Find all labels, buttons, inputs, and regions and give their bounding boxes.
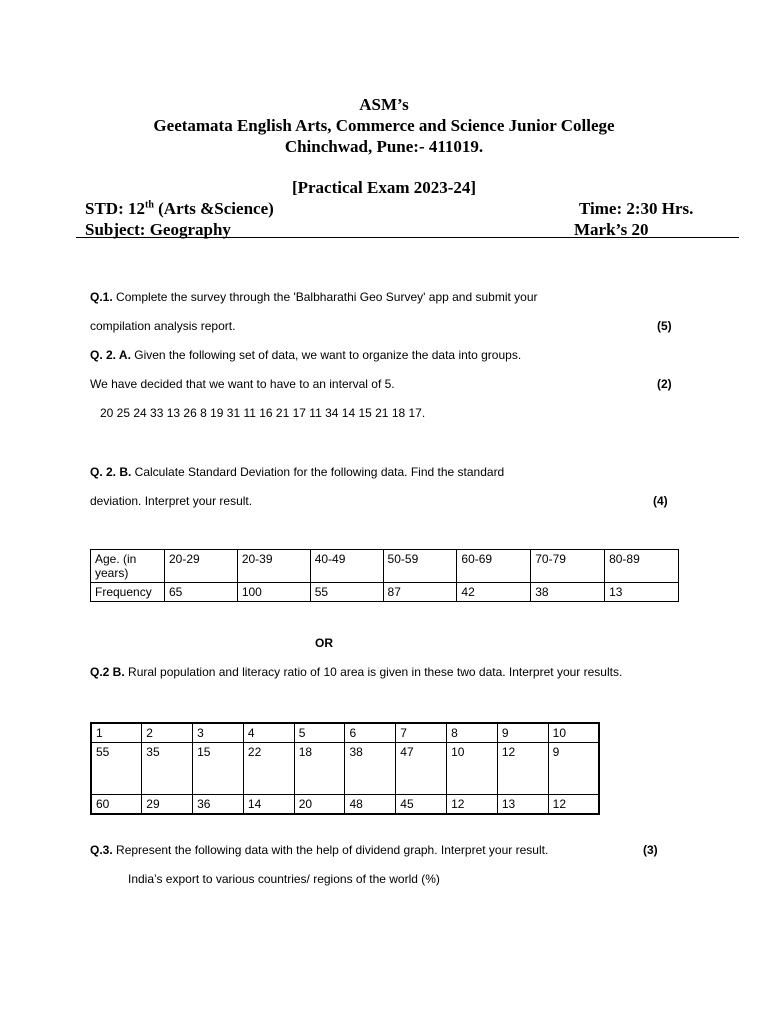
- q1-line1: [90, 290, 538, 304]
- total-marks: Mark’s 20: [574, 220, 649, 239]
- rural-literacy-table: [90, 722, 600, 815]
- q2a-line2: We have decided that we want to have to an interval of 5.: [90, 377, 395, 391]
- table-row: [91, 723, 599, 743]
- table-cell: 10: [548, 723, 599, 743]
- table-cell: 36: [193, 795, 244, 815]
- table-cell: 42: [457, 583, 531, 602]
- std-suffix: (Arts &Science): [153, 199, 274, 218]
- q1-line2: compilation analysis report.: [90, 319, 236, 333]
- table-cell: 60: [91, 795, 142, 815]
- college-name: Geetamata English Arts, Commerce and Science Junior College: [153, 116, 615, 135]
- std-superscript: th: [144, 199, 154, 211]
- table-cell: 18: [294, 743, 345, 795]
- q1-text1: Complete the survey through the 'Balbharathi Geo Survey' app and submit your: [112, 290, 538, 304]
- q2b-marks: (4): [653, 494, 668, 508]
- exam-title: [Practical Exam 2023-24]: [291, 178, 477, 197]
- table-cell: 55: [310, 583, 383, 602]
- q2b-line2: deviation. Interpret your result.: [90, 494, 253, 508]
- table-cell: 70-79: [531, 550, 605, 583]
- table-cell: 5: [294, 723, 345, 743]
- table-row: [91, 743, 599, 795]
- table-cell: 100: [237, 583, 310, 602]
- table-cell: 65: [164, 583, 237, 602]
- asms-heading: ASM’s: [359, 95, 409, 114]
- q3-line2: India’s export to various countries/ regions of the world (%): [128, 872, 440, 886]
- q2b-alt-text: Rural population and literacy ratio of 10 area is given in these two data. Interpret your results.: [124, 665, 623, 679]
- table-cell: 60-69: [457, 550, 531, 583]
- table-cell: 35: [142, 743, 193, 795]
- table-cell: 38: [345, 743, 396, 795]
- exam-time: Time: 2:30 Hrs.: [579, 199, 694, 218]
- q1-label: Q.1.: [90, 290, 113, 304]
- table-cell: 12: [497, 743, 548, 795]
- table-cell: 38: [531, 583, 605, 602]
- table-cell: 1: [91, 723, 142, 743]
- table-cell: 20-29: [164, 550, 237, 583]
- q2b-alt-label: Q.2 B.: [90, 665, 125, 679]
- age-frequency-table: [90, 549, 679, 602]
- q3-marks: (3): [643, 843, 658, 857]
- q2a-label: Q. 2. A.: [90, 348, 131, 362]
- q2b-alt-line: [90, 665, 622, 679]
- or-separator: OR: [315, 636, 333, 650]
- table-cell: 55: [91, 743, 142, 795]
- table-cell: 48: [345, 795, 396, 815]
- std-prefix: STD: 12: [85, 199, 145, 218]
- table-cell: 22: [243, 743, 294, 795]
- table-cell: 29: [142, 795, 193, 815]
- table-cell: 47: [396, 743, 447, 795]
- table-cell: 10: [447, 743, 498, 795]
- table-cell: Frequency: [91, 583, 165, 602]
- table-cell: 45: [396, 795, 447, 815]
- q2a-dataset: 20 25 24 33 13 26 8 19 31 11 16 21 17 11 34 14 15 21 18 17.: [100, 406, 426, 420]
- table-row: [91, 795, 599, 815]
- table-cell: 6: [345, 723, 396, 743]
- table-cell: 20: [294, 795, 345, 815]
- q3-line1: [90, 843, 548, 857]
- q2a-marks: (2): [657, 377, 672, 391]
- table-cell: 14: [243, 795, 294, 815]
- q2b-line1: [90, 465, 504, 479]
- table-row: [91, 550, 679, 583]
- q1-marks: (5): [657, 319, 672, 333]
- table-cell: 9: [497, 723, 548, 743]
- table-cell: 15: [193, 743, 244, 795]
- table-cell: 80-89: [605, 550, 679, 583]
- q2b-text1: Calculate Standard Deviation for the following data. Find the standard: [131, 465, 505, 479]
- header-divider: [76, 237, 739, 238]
- college-address: Chinchwad, Pune:- 411019.: [284, 137, 484, 156]
- q3-label: Q.3.: [90, 843, 113, 857]
- table-cell: Age. (in years): [91, 550, 165, 583]
- table-cell: 2: [142, 723, 193, 743]
- table-cell: 7: [396, 723, 447, 743]
- table-cell: 87: [383, 583, 457, 602]
- q2b-label: Q. 2. B.: [90, 465, 132, 479]
- q2a-text1: Given the following set of data, we want to organize the data into groups.: [130, 348, 522, 362]
- subject: Subject: Geography: [85, 220, 231, 239]
- table-cell: 12: [548, 795, 599, 815]
- table-row: [91, 583, 679, 602]
- table-cell: 13: [497, 795, 548, 815]
- std-line: [85, 199, 274, 219]
- table-cell: 50-59: [383, 550, 457, 583]
- table-cell: 20-39: [237, 550, 310, 583]
- table-cell: 12: [447, 795, 498, 815]
- table-cell: 4: [243, 723, 294, 743]
- q2a-line1: [90, 348, 521, 362]
- table-cell: 13: [605, 583, 679, 602]
- table-cell: 8: [447, 723, 498, 743]
- q3-text1: Represent the following data with the help of dividend graph. Interpret your result.: [112, 843, 549, 857]
- table-cell: 9: [548, 743, 599, 795]
- table-cell: 3: [193, 723, 244, 743]
- table-cell: 40-49: [310, 550, 383, 583]
